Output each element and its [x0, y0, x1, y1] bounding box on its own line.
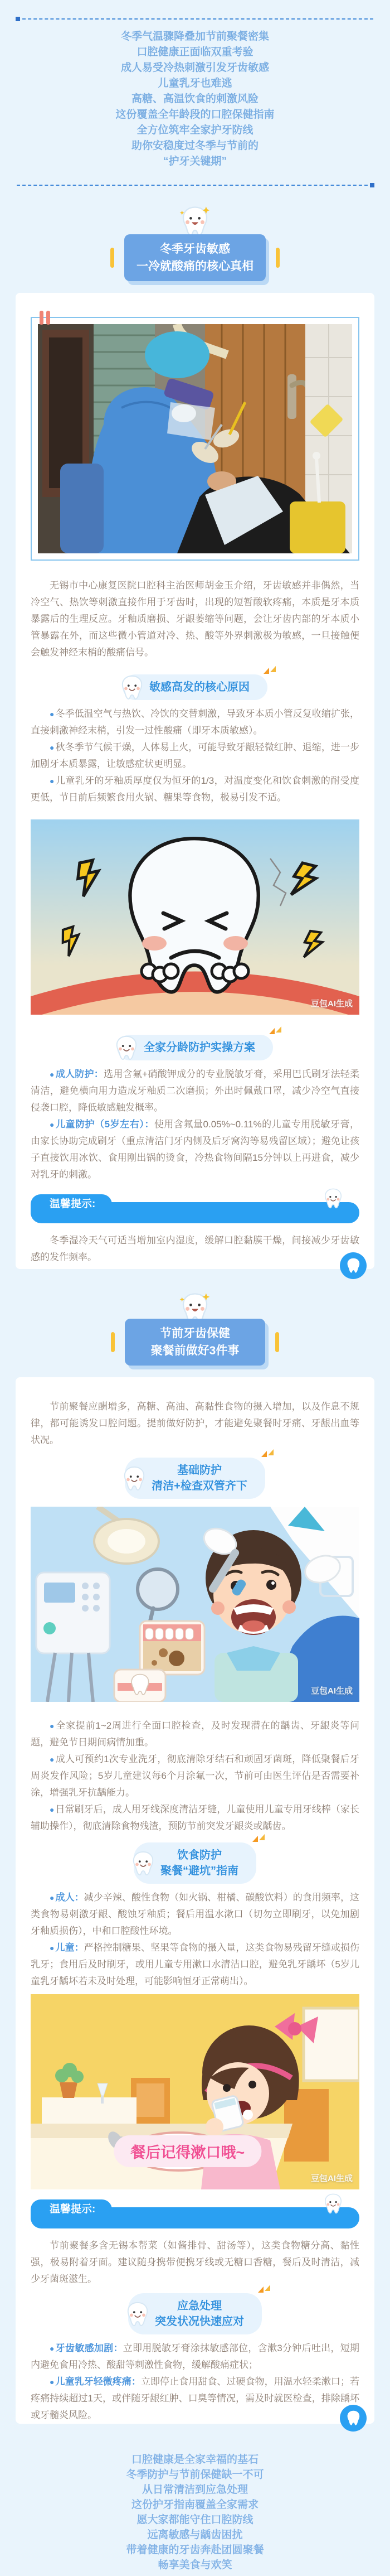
section2-title-line2: 聚餐前做好3件事: [150, 1344, 240, 1357]
list-item: ● 儿童：严格控制糖果、坚果等食物的摄入量，这类食物易残留牙缝或损伤乳牙；食用后及时刷牙，或用儿童专用漱口水清洁口腔，避免乳牙龋坏（5岁儿童乳牙龋坏若未及时处理，可能影响恒牙正常萌出）。: [31, 1942, 360, 1986]
subheader-basic-protection: [31, 1458, 359, 1499]
bullet-dot: ●: [50, 710, 55, 718]
tooth-mascot-icon: [114, 1035, 139, 1060]
basics-list: [31, 1718, 359, 1835]
bullet-dot: ●: [50, 1755, 55, 1764]
intro-line: 冬季气温骤降叠加节前聚餐密集: [120, 31, 269, 42]
footer-line: 从日常清洁到应急处理: [142, 2484, 248, 2496]
list-item: ● 成人防护：选用含氟+硝酸钾成分的专业脱敏牙膏，采用巴氏刷牙法轻柔清洁，避免横向用力造成牙釉质二次磨损；外出时佩戴口罩，减少冷空气直接侵袭口腔，降低敏感触发概率。: [31, 1069, 359, 1113]
orange-flag-icon: [263, 663, 276, 672]
orange-flag-icon: [261, 1446, 274, 1455]
bullet-dot: ●: [50, 2377, 55, 2386]
subheader-emergency: [31, 2293, 359, 2334]
intro-line: “护牙关键期”: [163, 156, 227, 167]
bullet-dot: ●: [50, 2344, 55, 2353]
bullet-lead: 儿童防护（5岁左右）：: [56, 1119, 154, 1130]
diet-list: [31, 1889, 359, 1990]
tooth-mascot-icon: [323, 1188, 344, 1209]
footer-poem: [0, 2452, 390, 2573]
tooth-mascot-icon: [125, 2301, 150, 2327]
ai-watermark: 豆包AI生成: [310, 1686, 353, 1696]
bullet-lead: 牙齿敏感加剧：: [55, 2343, 123, 2353]
photo-frame: [31, 317, 359, 561]
section2-title-box: [125, 1319, 265, 1366]
tip-banner: [31, 1198, 359, 1223]
section2-title-line1: 节前牙齿保健: [160, 1327, 230, 1340]
tip-label: 温馨提示:: [50, 2203, 96, 2215]
intro-line: 儿童乳牙也难逃: [158, 78, 232, 89]
bullet-dot: ●: [50, 1943, 55, 1952]
section2-card: [16, 1377, 374, 2424]
list-item: ● 冬季低温空气与热饮、冷饮的交替刺激，导致牙本质小管反复收缩扩张，直接刺激神经末梢，引发一过性酸痛（即牙本质敏感）。: [31, 708, 359, 736]
list-item: ● 儿童乳牙的牙釉质厚度仅为恒牙的1/3，对温度变化和饮食刺激的耐受度更低，节日前后频繁食用火锅、糖果等食物，极易引发不适。: [31, 775, 359, 803]
divider-top: [17, 18, 373, 20]
tip-banner-tab: [31, 2199, 112, 2220]
orange-flag-icon: [252, 1831, 265, 1840]
orange-flag-icon: [257, 2282, 271, 2291]
emergency-list: [31, 2340, 359, 2424]
title-accent-bar: [276, 248, 280, 268]
footer-line: 愿大家都能守住口腔防线: [136, 2514, 254, 2526]
subheader-diet-protection: [31, 1842, 359, 1884]
illustration-sad-tooth: [31, 819, 359, 1015]
tip-text: 冬季湿冷天气可适当增加室内湿度，缓解口腔黏膜干燥，间接减少牙齿敏感的发作频率。: [31, 1235, 359, 1262]
section1-card: [16, 293, 374, 1269]
protection-list: [31, 1066, 359, 1183]
subheader-title-line2: 清洁+检查双管齐下: [152, 1480, 247, 1492]
tip-text: 节前聚餐多含无锡本帮菜（如酱排骨、甜汤等），这类食物糖分高、黏性强，极易附着牙面。建议随身携带便携牙线或无糖口香糖，餐后及时清洁，减少牙菌斑滋生。: [31, 2240, 359, 2284]
tooth-badge-icon: [340, 2405, 367, 2432]
tooth-mascot-icon: [130, 1850, 156, 1876]
bullet-lead: 儿童：: [55, 1942, 84, 1953]
dental-treatment-photo: [38, 324, 352, 553]
tip-banner-tab: [31, 1194, 112, 1214]
section1-title: [0, 234, 390, 281]
intro-line: 口腔健康正面临双重考验: [136, 46, 254, 58]
bullet-dot: ●: [50, 1721, 55, 1730]
list-item: ● 成人可预约1次专业洗牙，彻底清除牙结石和顽固牙菌斑，降低聚餐后牙周炎发作风险；5岁儿童建议每6个月涂氟一次，节前可由医生评估是否需要补涂，增强乳牙抗龋能力。: [31, 1754, 359, 1798]
section1-intro-paragraph: 无锡市中心康复医院口腔科主治医师胡金玉介绍，牙齿敏感并非偶然，当冷空气、热饮等刺激直接作用于牙齿时，出现的短暂酸软疼痛，本质是牙本质暴露后的生理反应。牙釉质磨损、牙龈萎缩等问题，会让牙齿内部的牙本质小管暴露在外，而这些微小管道对冷、热、酸等外界刺激极为敏感，一旦接触便会触发神经末梢的酸痛信号。: [31, 580, 359, 658]
bullet-dot: ●: [50, 743, 55, 752]
tooth-badge-icon: [340, 1252, 367, 1279]
bullet-lead: 成人：: [55, 1892, 84, 1903]
list-item: ● 牙齿敏感加剧：立即用脱敏牙膏涂抹敏感部位，含漱3分钟后吐出，短期内避免食用冷热、酸甜等刺激性食物，缓解酸痛症状；: [31, 2343, 359, 2370]
tooth-mascot-icon: [121, 1465, 147, 1491]
footer-line: 畅享美食与欢笑: [158, 2559, 232, 2571]
bullet-dot: ●: [50, 776, 55, 785]
footer-line: 远离敏感与龋齿困扰: [147, 2529, 243, 2541]
bullet-dot: ●: [50, 1120, 55, 1129]
subheader-title-line2: 聚餐“避坑”指南: [160, 1865, 238, 1877]
footer-line: 冬季防护与节前保健缺一不可: [126, 2469, 264, 2481]
bullet-dot: ●: [50, 1893, 55, 1902]
intro-line: 助你安稳度过冬季与节前的: [131, 140, 259, 152]
subheader-title: 全家分龄防护实操方案: [144, 1041, 255, 1054]
illustration-child-dental-check: [31, 1507, 359, 1702]
footer-line: 口腔健康是全家幸福的基石: [131, 2454, 259, 2466]
bullet-lead: 儿童乳牙轻微疼痛：: [55, 2376, 141, 2387]
list-item: ● 日常刷牙后，成人用牙线深度清洁牙缝，儿童使用儿童专用牙线棒（家长辅助操作），彻底清除食物残渣，预防节前突发牙龈炎或龋齿。: [31, 1804, 359, 1831]
intro-line: 全方位筑牢全家护牙防线: [136, 124, 254, 136]
list-item: ● 全家提前1~2周进行全面口腔检查，及时发现潜在的龋齿、牙龈炎等问题，避免节日期间病情加重。: [31, 1720, 359, 1748]
tip-banner: [31, 2203, 359, 2228]
ai-watermark: 豆包AI生成: [310, 2174, 353, 2183]
footer-line: 带着健康的牙齿奔赴团圆聚餐: [126, 2544, 264, 2556]
section2-title: [0, 1319, 390, 1366]
title-accent-bar: [275, 1332, 279, 1352]
subheader-protection-plan: [31, 1035, 359, 1060]
section1-title-box: [124, 234, 266, 281]
bullet-lead: 成人防护：: [55, 1069, 104, 1079]
section1-title-line2: 一冷就酸痛的核心真相: [136, 260, 254, 273]
subheader-title-line2: 突发状况快速应对: [155, 2315, 244, 2328]
tooth-mascot-icon: [119, 674, 145, 700]
list-item: ● 儿童乳牙轻微疼痛：立即停止食用甜食、过硬食物，用温水轻柔漱口；若疼痛持续超过1天，或伴随牙龈红肿、口臭等情况，需及时就医检查，排除龋坏或牙髓炎风险。: [31, 2376, 360, 2420]
speech-bubble: 餐后记得漱口哦~: [114, 2135, 261, 2167]
list-item: ● 儿童防护（5岁左右）：使用含氟量0.05%~0.11%的儿童专用脱敏牙膏，由家长协助完成刷牙（重点清洁门牙内侧及后牙窝沟等易残留区域）；避免让孩子直接饮用冰饮、食用刚出锅的烫食，冷热食物间隔15分钟以上再进食，减少对乳牙的刺激。: [31, 1119, 359, 1180]
section2-intro-paragraph: 节前聚餐应酬增多，高糖、高油、高黏性食物的摄入增加，以及作息不规律，都可能诱发口腔问题。提前做好防护，才能避免聚餐时牙痛、牙龈出血等状况。: [31, 1401, 359, 1445]
tooth-mascot-icon: [323, 2193, 344, 2214]
tip-label: 温馨提示:: [50, 1198, 96, 1210]
bullet-dot: ●: [50, 1805, 55, 1814]
illustration-girl-rinsing: [31, 1994, 359, 2189]
subheader-title-line1: 饮食防护: [177, 1849, 222, 1861]
ai-watermark: 豆包AI生成: [310, 999, 353, 1009]
intro-line: 高糖、高温饮食的刺激风险: [131, 93, 259, 105]
subheader-title: 敏感高发的核心原因: [149, 681, 250, 693]
divider-bottom: [17, 185, 373, 186]
title-accent-bar: [111, 1332, 115, 1352]
causes-list: [31, 706, 359, 806]
list-item: ● 秋冬季节气候干燥，人体易上火，可能导致牙龈轻微红肿、退缩，进一步加剧牙本质暴露，让敏感症状更明显。: [31, 742, 359, 769]
intro-poem: [0, 29, 390, 170]
intro-line: 这份覆盖全年龄段的口腔保健指南: [115, 109, 275, 120]
footer-line: 这份护牙指南覆盖全家需求: [131, 2499, 259, 2511]
subheader-title-line1: 应急处理: [177, 2300, 222, 2312]
list-item: ● 成人：减少辛辣、酸性食物（如火锅、柑橘、碳酸饮料）的食用频率，这类食物易刺激牙龈、酸蚀牙釉质；餐后用温水漱口（切勿立即刷牙，以免加剧牙釉质损伤），中和口腔酸性环境。: [31, 1892, 360, 1936]
intro-line: 成人易受冷热刺激引发牙齿敏感: [120, 62, 269, 74]
title-accent-bar: [110, 248, 114, 268]
section1-title-line1: 冬季牙齿敏感: [160, 243, 230, 255]
subheader-title-line1: 基础防护: [177, 1464, 222, 1477]
subheader-causes: [31, 674, 359, 700]
bullet-dot: ●: [50, 1070, 55, 1079]
red-accent-marks: [40, 311, 53, 327]
orange-flag-icon: [269, 1024, 282, 1033]
